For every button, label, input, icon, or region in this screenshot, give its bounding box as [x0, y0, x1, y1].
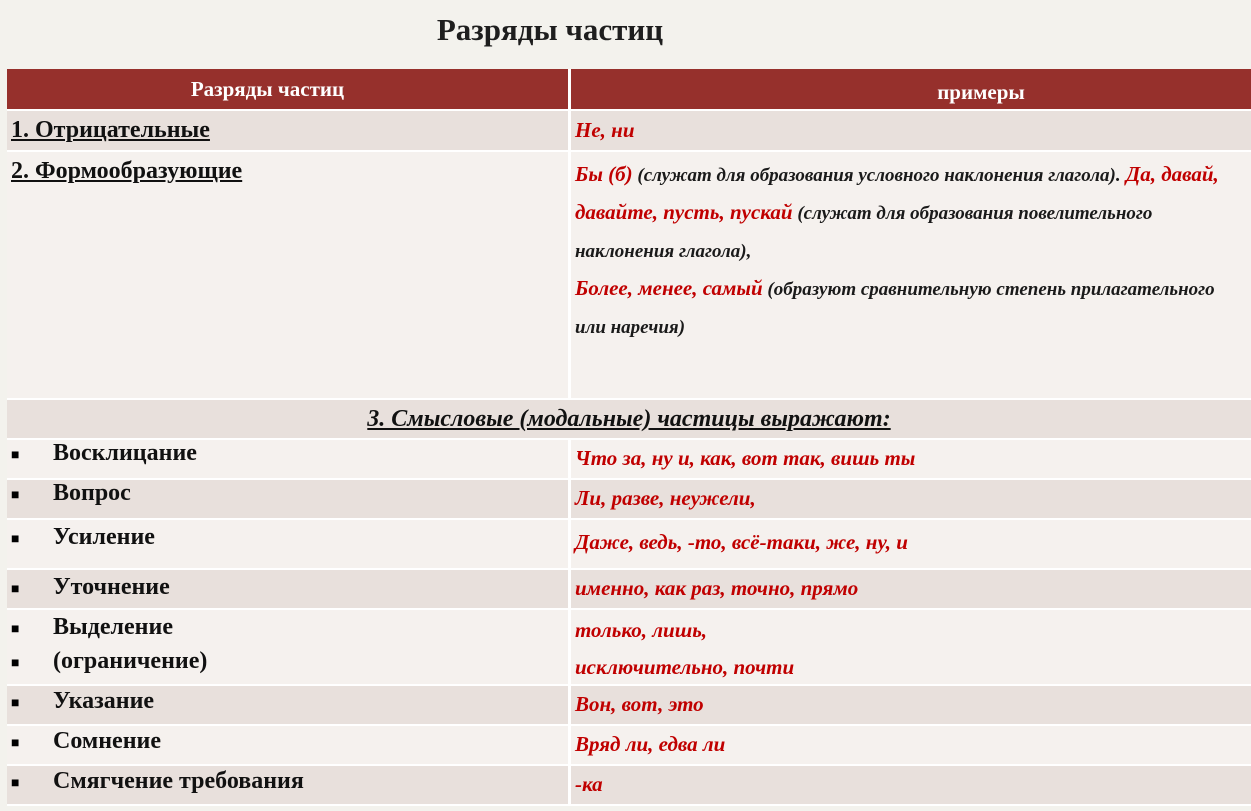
- example-formative-3: Более, менее, самый: [575, 276, 763, 300]
- bullet-icon: ■: [11, 736, 20, 751]
- example-text: -ка: [575, 772, 603, 796]
- section-title: 3. Смысловые (модальные) частицы выражают:: [7, 399, 1251, 439]
- category-label: Уточнение: [53, 574, 170, 600]
- table-row: [7, 685, 1251, 725]
- example-text: Что за, ну и, как, вот так, вишь ты: [575, 446, 916, 470]
- example-text: Даже, ведь, -то, всё-таки, же, ну, и: [575, 530, 908, 554]
- bullet-icon: ■: [11, 532, 20, 547]
- category-label: Вопрос: [53, 480, 131, 506]
- example-text: Ли, разве, неужели,: [575, 486, 756, 510]
- table-row: [7, 151, 1251, 399]
- table-row: [7, 110, 1251, 151]
- bullet-icon: ■: [11, 776, 20, 791]
- page-title: Разряды частиц: [436, 12, 664, 47]
- example-text: именно, как раз, точно, прямо: [575, 576, 859, 600]
- bullet-icon: ■: [11, 448, 20, 463]
- section-row: [7, 399, 1251, 439]
- table-row: [7, 519, 1251, 569]
- table-row: [7, 439, 1251, 479]
- bullet-icon: ■: [11, 488, 20, 503]
- example-formative-2: Да, давай, давайте, пусть, пускай: [575, 162, 1219, 224]
- category-label: Смягчение требования: [53, 768, 304, 794]
- column-header-categories: Разряды частиц: [7, 69, 570, 110]
- table-row: [7, 725, 1251, 765]
- category-label-2: (ограничение): [53, 648, 208, 674]
- bullet-icon: ■: [11, 696, 20, 711]
- category-label: Усиление: [53, 524, 155, 550]
- category-formative: 2. Формообразующие: [11, 158, 243, 184]
- bullet-icon: ■: [11, 622, 20, 637]
- table-row: [7, 765, 1251, 805]
- column-header-examples: примеры: [570, 69, 1251, 110]
- example-formative-1: Бы (б): [575, 162, 633, 186]
- example-text: Вон, вот, это: [575, 692, 704, 716]
- note-formative-1: (служат для образования условного наклонения глагола).: [632, 165, 1121, 186]
- example-negative: Не, ни: [575, 118, 635, 142]
- particles-table: [7, 69, 1251, 806]
- category-label: Восклицание: [53, 440, 197, 466]
- example-text: только, лишь,: [575, 618, 708, 642]
- category-negative: 1. Отрицательные: [11, 117, 210, 143]
- note-formative-2: (служат для образования повелительного наклонения глагола),: [575, 203, 1153, 262]
- category-label: Указание: [53, 688, 155, 714]
- example-formative: [571, 152, 1251, 346]
- bullet-icon: ■: [11, 582, 20, 597]
- table-row: [7, 479, 1251, 519]
- note-formative-3: (образуют сравнительную степень прилагательного или наречия): [575, 279, 1215, 338]
- table-row: [7, 609, 1251, 685]
- table-header-row: [7, 69, 1251, 110]
- category-label: Сомнение: [53, 728, 162, 754]
- example-text-2: исключительно, почти: [575, 655, 795, 679]
- bullet-icon: ■: [11, 656, 20, 671]
- example-text: Вряд ли, едва ли: [575, 732, 726, 756]
- category-label: Выделение: [53, 614, 173, 640]
- table-row: [7, 569, 1251, 609]
